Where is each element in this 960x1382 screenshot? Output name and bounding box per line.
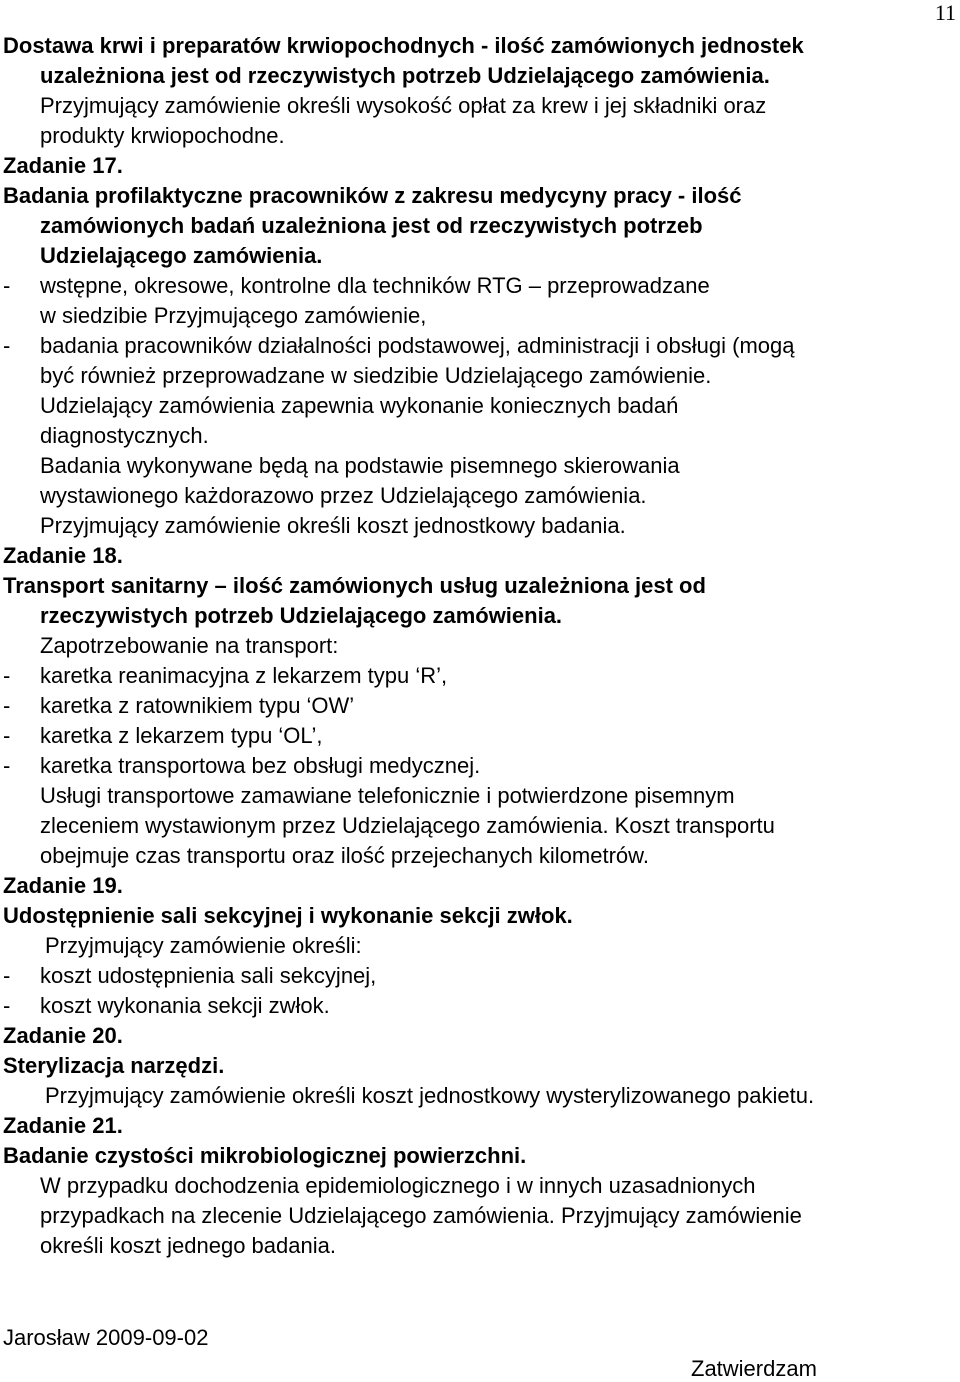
paragraph-line: Usługi transportowe zamawiane telefonicznie i potwierdzone pisemnym (40, 783, 735, 808)
footer-approval: Zatwierdzam (691, 1356, 817, 1381)
section-title: Transport sanitarny – ilość zamówionych usług uzależniona jest od (3, 573, 706, 598)
section-title: Badania profilaktyczne pracowników z zakresu medycyny pracy - ilość (3, 183, 742, 208)
list-dash: - (3, 723, 11, 748)
paragraph-line: W przypadku dochodzenia epidemiologicznego i w innych uzasadnionych (40, 1173, 756, 1198)
section-title: Udostępnienie sali sekcyjnej i wykonanie sekcji zwłok. (3, 903, 573, 928)
document-body (3, 31, 958, 1261)
task-heading-21: Zadanie 21. (3, 1113, 123, 1138)
page-number: 11 (934, 0, 956, 25)
paragraph-line: zleceniem wystawionym przez Udzielającego zamówienia. Koszt transportu (40, 813, 775, 838)
list-dash: - (3, 993, 11, 1018)
section-title: zamówionych badań uzależniona jest od rzeczywistych potrzeb (40, 213, 703, 238)
paragraph-line: Udzielający zamówienia zapewnia wykonanie koniecznych badań (40, 393, 679, 418)
list-item: - koszt wykonania sekcji zwłok. (3, 991, 958, 1021)
paragraph-line: obejmuje czas transportu oraz ilość przejechanych kilometrów. (40, 843, 649, 868)
section-title: Dostawa krwi i preparatów krwiopochodnych - ilość zamówionych jednostek (3, 33, 804, 58)
section-title: Udzielającego zamówienia. (40, 243, 323, 268)
task-heading-20: Zadanie 20. (3, 1023, 123, 1048)
paragraph-line: Badania wykonywane będą na podstawie pisemnego skierowania (40, 453, 680, 478)
paragraph-line: przypadkach na zlecenie Udzielającego zamówienia. Przyjmujący zamówienie (40, 1203, 802, 1228)
list-item: - karetka reanimacyjna z lekarzem typu ‘R’, (3, 661, 958, 691)
paragraph-line: produkty krwiopochodne. (40, 123, 285, 148)
paragraph-line: Przyjmujący zamówienie określi koszt jednostkowy badania. (40, 513, 626, 538)
section-title: uzależniona jest od rzeczywistych potrzeb Udzielającego zamówienia. (40, 63, 770, 88)
paragraph-line: wystawionego każdorazowo przez Udzielającego zamówienia. (40, 483, 647, 508)
section-title: Sterylizacja narzędzi. (3, 1053, 225, 1078)
paragraph-line: być również przeprowadzane w siedzibie Udzielającego zamówienie. (40, 363, 712, 388)
section-title: Badanie czystości mikrobiologicznej powierzchni. (3, 1143, 527, 1168)
list-item: - karetka transportowa bez obsługi medycznej. (3, 751, 958, 781)
paragraph-line: Zapotrzebowanie na transport: (40, 633, 339, 658)
paragraph-line: Przyjmujący zamówienie określi: (45, 933, 362, 958)
task-heading-18: Zadanie 18. (3, 543, 123, 568)
paragraph-line: Przyjmujący zamówienie określi koszt jednostkowy wysterylizowanego pakietu. (45, 1083, 815, 1108)
task-heading-17: Zadanie 17. (3, 153, 123, 178)
list-dash: - (3, 693, 11, 718)
list-dash: - (3, 333, 11, 358)
task-heading-19: Zadanie 19. (3, 873, 123, 898)
paragraph-line: diagnostycznych. (40, 423, 209, 448)
list-dash: - (3, 663, 11, 688)
list-dash: - (3, 963, 11, 988)
paragraph-line: Przyjmujący zamówienie określi wysokość opłat za krew i jej składniki oraz (40, 93, 767, 118)
list-item: - karetka z lekarzem typu ‘OL’, (3, 721, 958, 751)
footer-date: Jarosław 2009-09-02 (3, 1325, 209, 1350)
list-item: - badania pracowników działalności podstawowej, administracji i obsługi (mogą (3, 331, 958, 361)
section-title: rzeczywistych potrzeb Udzielającego zamówienia. (40, 603, 563, 628)
list-item: - karetka z ratownikiem typu ‘OW’ (3, 691, 958, 721)
paragraph-line: określi koszt jednego badania. (40, 1233, 336, 1258)
list-dash: - (3, 753, 11, 778)
paragraph-line: w siedzibie Przyjmującego zamówienie, (40, 303, 427, 328)
list-item: - koszt udostępnienia sali sekcyjnej, (3, 961, 958, 991)
list-item: - wstępne, okresowe, kontrolne dla techników RTG – przeprowadzane (3, 271, 958, 301)
list-dash: - (3, 273, 11, 298)
